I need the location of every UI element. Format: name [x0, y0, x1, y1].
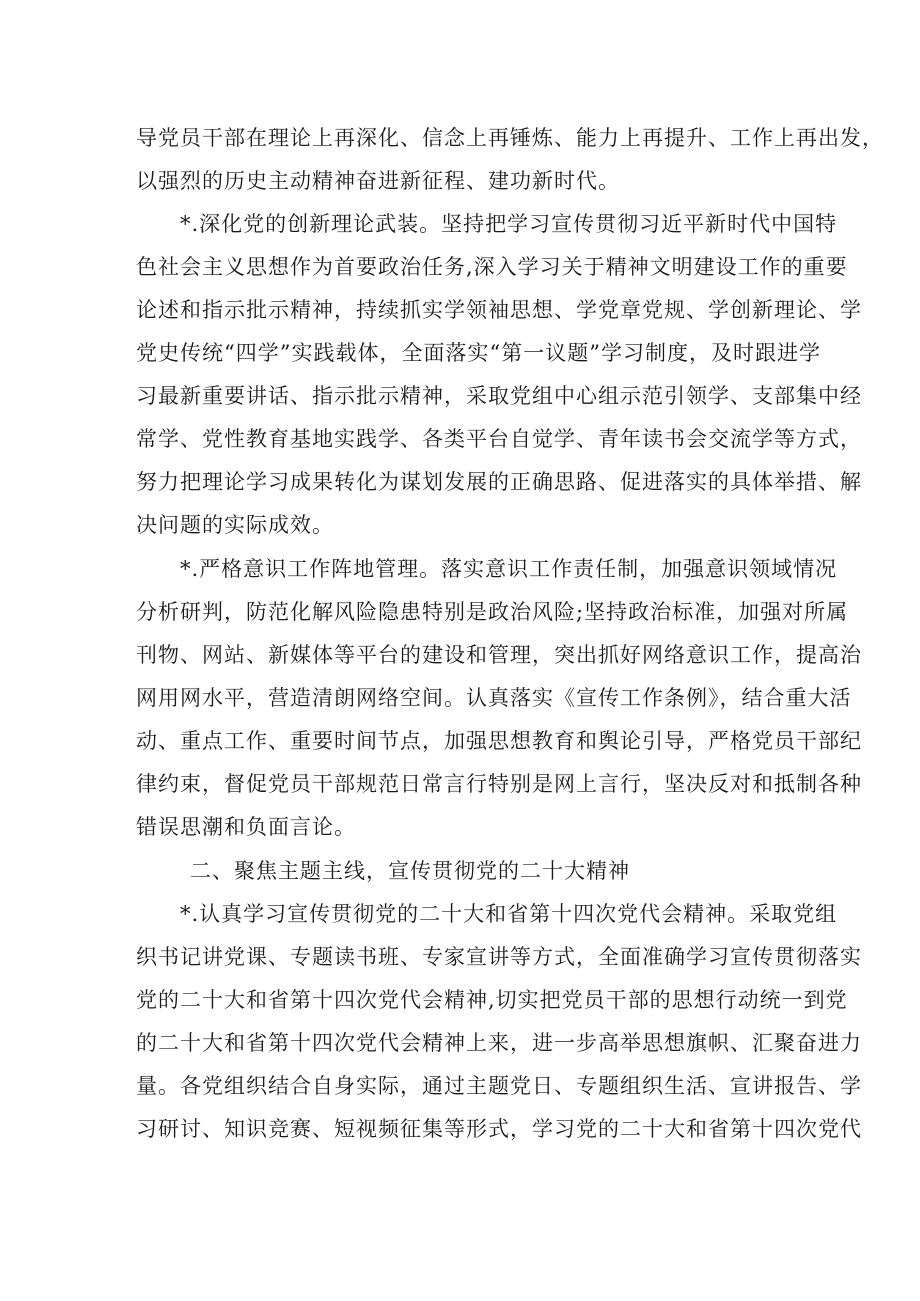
paragraph-start: *.深化党的创新理论武装。坚持把学习宣传贯彻习近平新时代中国特 — [180, 212, 838, 236]
text-line: 分析研判，防范化解风险隐患特别是政治风险;坚持政治标准，加强对所属 — [136, 600, 849, 624]
text-line: 色社会主义思想作为首要政治任务,深入学习关于精神文明建设工作的重要 — [136, 255, 848, 279]
text-line: 动、重点工作、重要时间节点，加强思想教育和舆论引导，严格党员干部纪 — [136, 729, 862, 753]
text-line: 以强烈的历史主动精神奋进新征程、建功新时代。 — [136, 169, 620, 193]
paragraph-start: *.认真学习宣传贯彻党的二十大和省第十四次党代会精神。采取党组 — [180, 902, 838, 926]
text-line: 律约束，督促党员干部规范日常言行特别是网上言行，坚决反对和抵制各种 — [136, 772, 862, 796]
text-line: 党的二十大和省第十四次党代会精神,切实把党员干部的思想行动统一到党 — [136, 988, 848, 1012]
text-line: 努力把理论学习成果转化为谋划发展的正确思路、促进落实的具体举措、解 — [136, 470, 862, 494]
text-line: 的二十大和省第十四次党代会精神上来，进一步高举思想旗帜、汇聚奋进力 — [136, 1031, 862, 1055]
text-line: 量。各党组织结合自身实际，通过主题党日、专题组织生活、宣讲报告、学 — [136, 1074, 862, 1098]
text-line: 织书记讲党课、专题读书班、专家宣讲等方式，全面准确学习宣传贯彻落实 — [136, 945, 862, 969]
text-line: 习研讨、知识竞赛、短视频征集等形式，学习党的二十大和省第十四次党代 — [136, 1117, 862, 1141]
text-line: 决问题的实际成效。 — [136, 513, 334, 537]
text-line: 错误思潮和负面言论。 — [136, 815, 356, 839]
text-line: 习最新重要讲话、指示批示精神，采取党组中心组示范引领学、支部集中经 — [136, 384, 862, 408]
text-line: 党史传统“四学”实践载体，全面落实“第一议题”学习制度，及时跟进学 — [136, 341, 821, 365]
text-line: 网用网水平，营造清朗网络空间。认真落实《宣传工作条例》，结合重大活 — [136, 686, 852, 710]
text-line: 论述和指示批示精神，持续抓实学领袖思想、学党章党规、学创新理论、学 — [136, 298, 862, 322]
paragraph-start: *.严格意识工作阵地管理。落实意识工作责任制，加强意识领域情况 — [180, 557, 838, 581]
text-line: 刊物、网站、新媒体等平台的建设和管理，突出抓好网络意识工作，提高治 — [136, 643, 862, 667]
section-heading: 二、聚焦主题主线，宣传贯彻党的二十大精神 — [190, 859, 630, 883]
text-line: 导党员干部在理论上再深化、信念上再锤炼、能力上再提升、工作上再出发， — [136, 126, 884, 150]
text-line: 常学、党性教育基地实践学、各类平台自觉学、青年读书会交流学等方式， — [136, 427, 862, 451]
